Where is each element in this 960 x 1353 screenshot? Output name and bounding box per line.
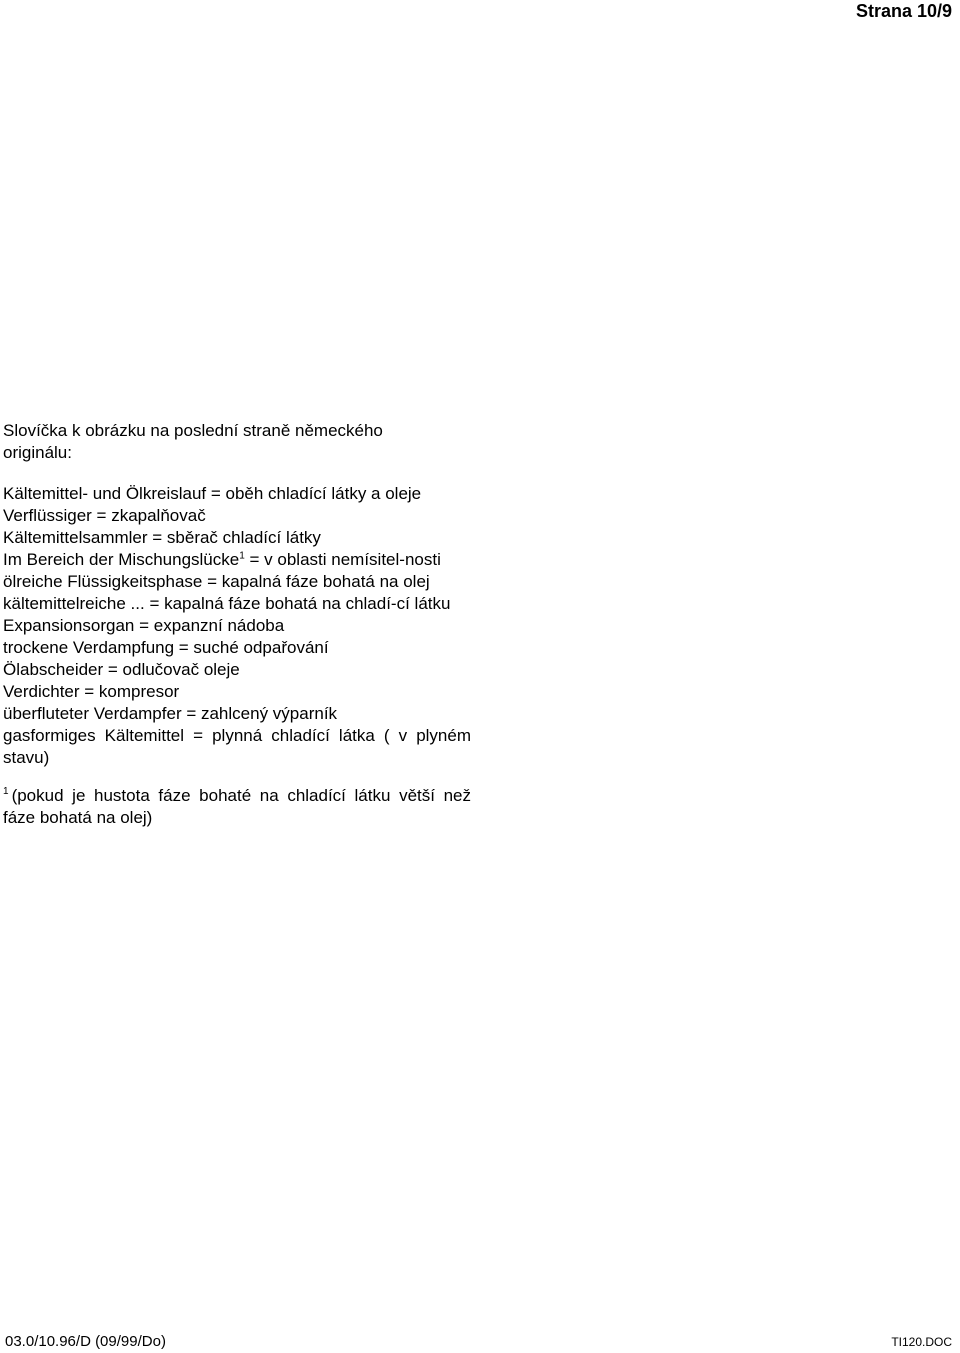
list-item: Kältemittelsammler = sběrač chladící látky xyxy=(3,528,321,547)
list-item-with-footnote xyxy=(3,549,471,571)
list-item: kältemittelreiche ... = kapalná fáze bohatá na chladí-cí látku xyxy=(3,594,451,613)
footnote-mark: 1 xyxy=(3,786,9,798)
list-item: überfluteter Verdampfer = zahlcený výparník xyxy=(3,704,338,723)
footnote-text: (pokud je hustota fáze bohaté na chladící látku větší než fáze bohatá na olej) xyxy=(3,786,471,827)
footnote xyxy=(3,785,471,829)
list-item: Verdichter = kompresor xyxy=(3,682,180,701)
vocabulary-section xyxy=(3,420,471,829)
list-item: gasformiges Kältemittel = plynná chladící látka ( v plyném stavu) xyxy=(3,726,471,767)
list-item: Expansionsorgan = expanzní nádoba xyxy=(3,616,285,635)
footer-document-revision: 03.0/10.96/D (09/99/Do) xyxy=(5,1333,166,1350)
intro-line-1: Slovíčka k obrázku na poslední straně německého xyxy=(3,421,383,440)
vocabulary-list xyxy=(3,483,471,769)
page-number: Strana 10/9 xyxy=(855,1,952,21)
list-item-translation: = v oblasti nemísitel-nosti xyxy=(249,550,441,569)
list-item-term: Im Bereich der Mischungslücke xyxy=(3,550,240,569)
list-item: trockene Verdampfung = suché odpařování xyxy=(3,638,329,657)
spacer xyxy=(3,769,471,785)
footnote-reference: 1 xyxy=(239,550,245,562)
list-item: Ölabscheider = odlučovač oleje xyxy=(3,660,240,679)
list-item: Verflüssiger = zkapalňovač xyxy=(3,506,206,525)
spacer xyxy=(3,464,471,483)
list-item: ölreiche Flüssigkeitsphase = kapalná fáze bohatá na olej xyxy=(3,572,430,591)
intro-line-2: originálu: xyxy=(3,443,72,462)
list-item: Kältemittel- und Ölkreislauf = oběh chladící látky a oleje xyxy=(3,484,422,503)
footer-filename: TI120.DOC xyxy=(891,1335,952,1349)
